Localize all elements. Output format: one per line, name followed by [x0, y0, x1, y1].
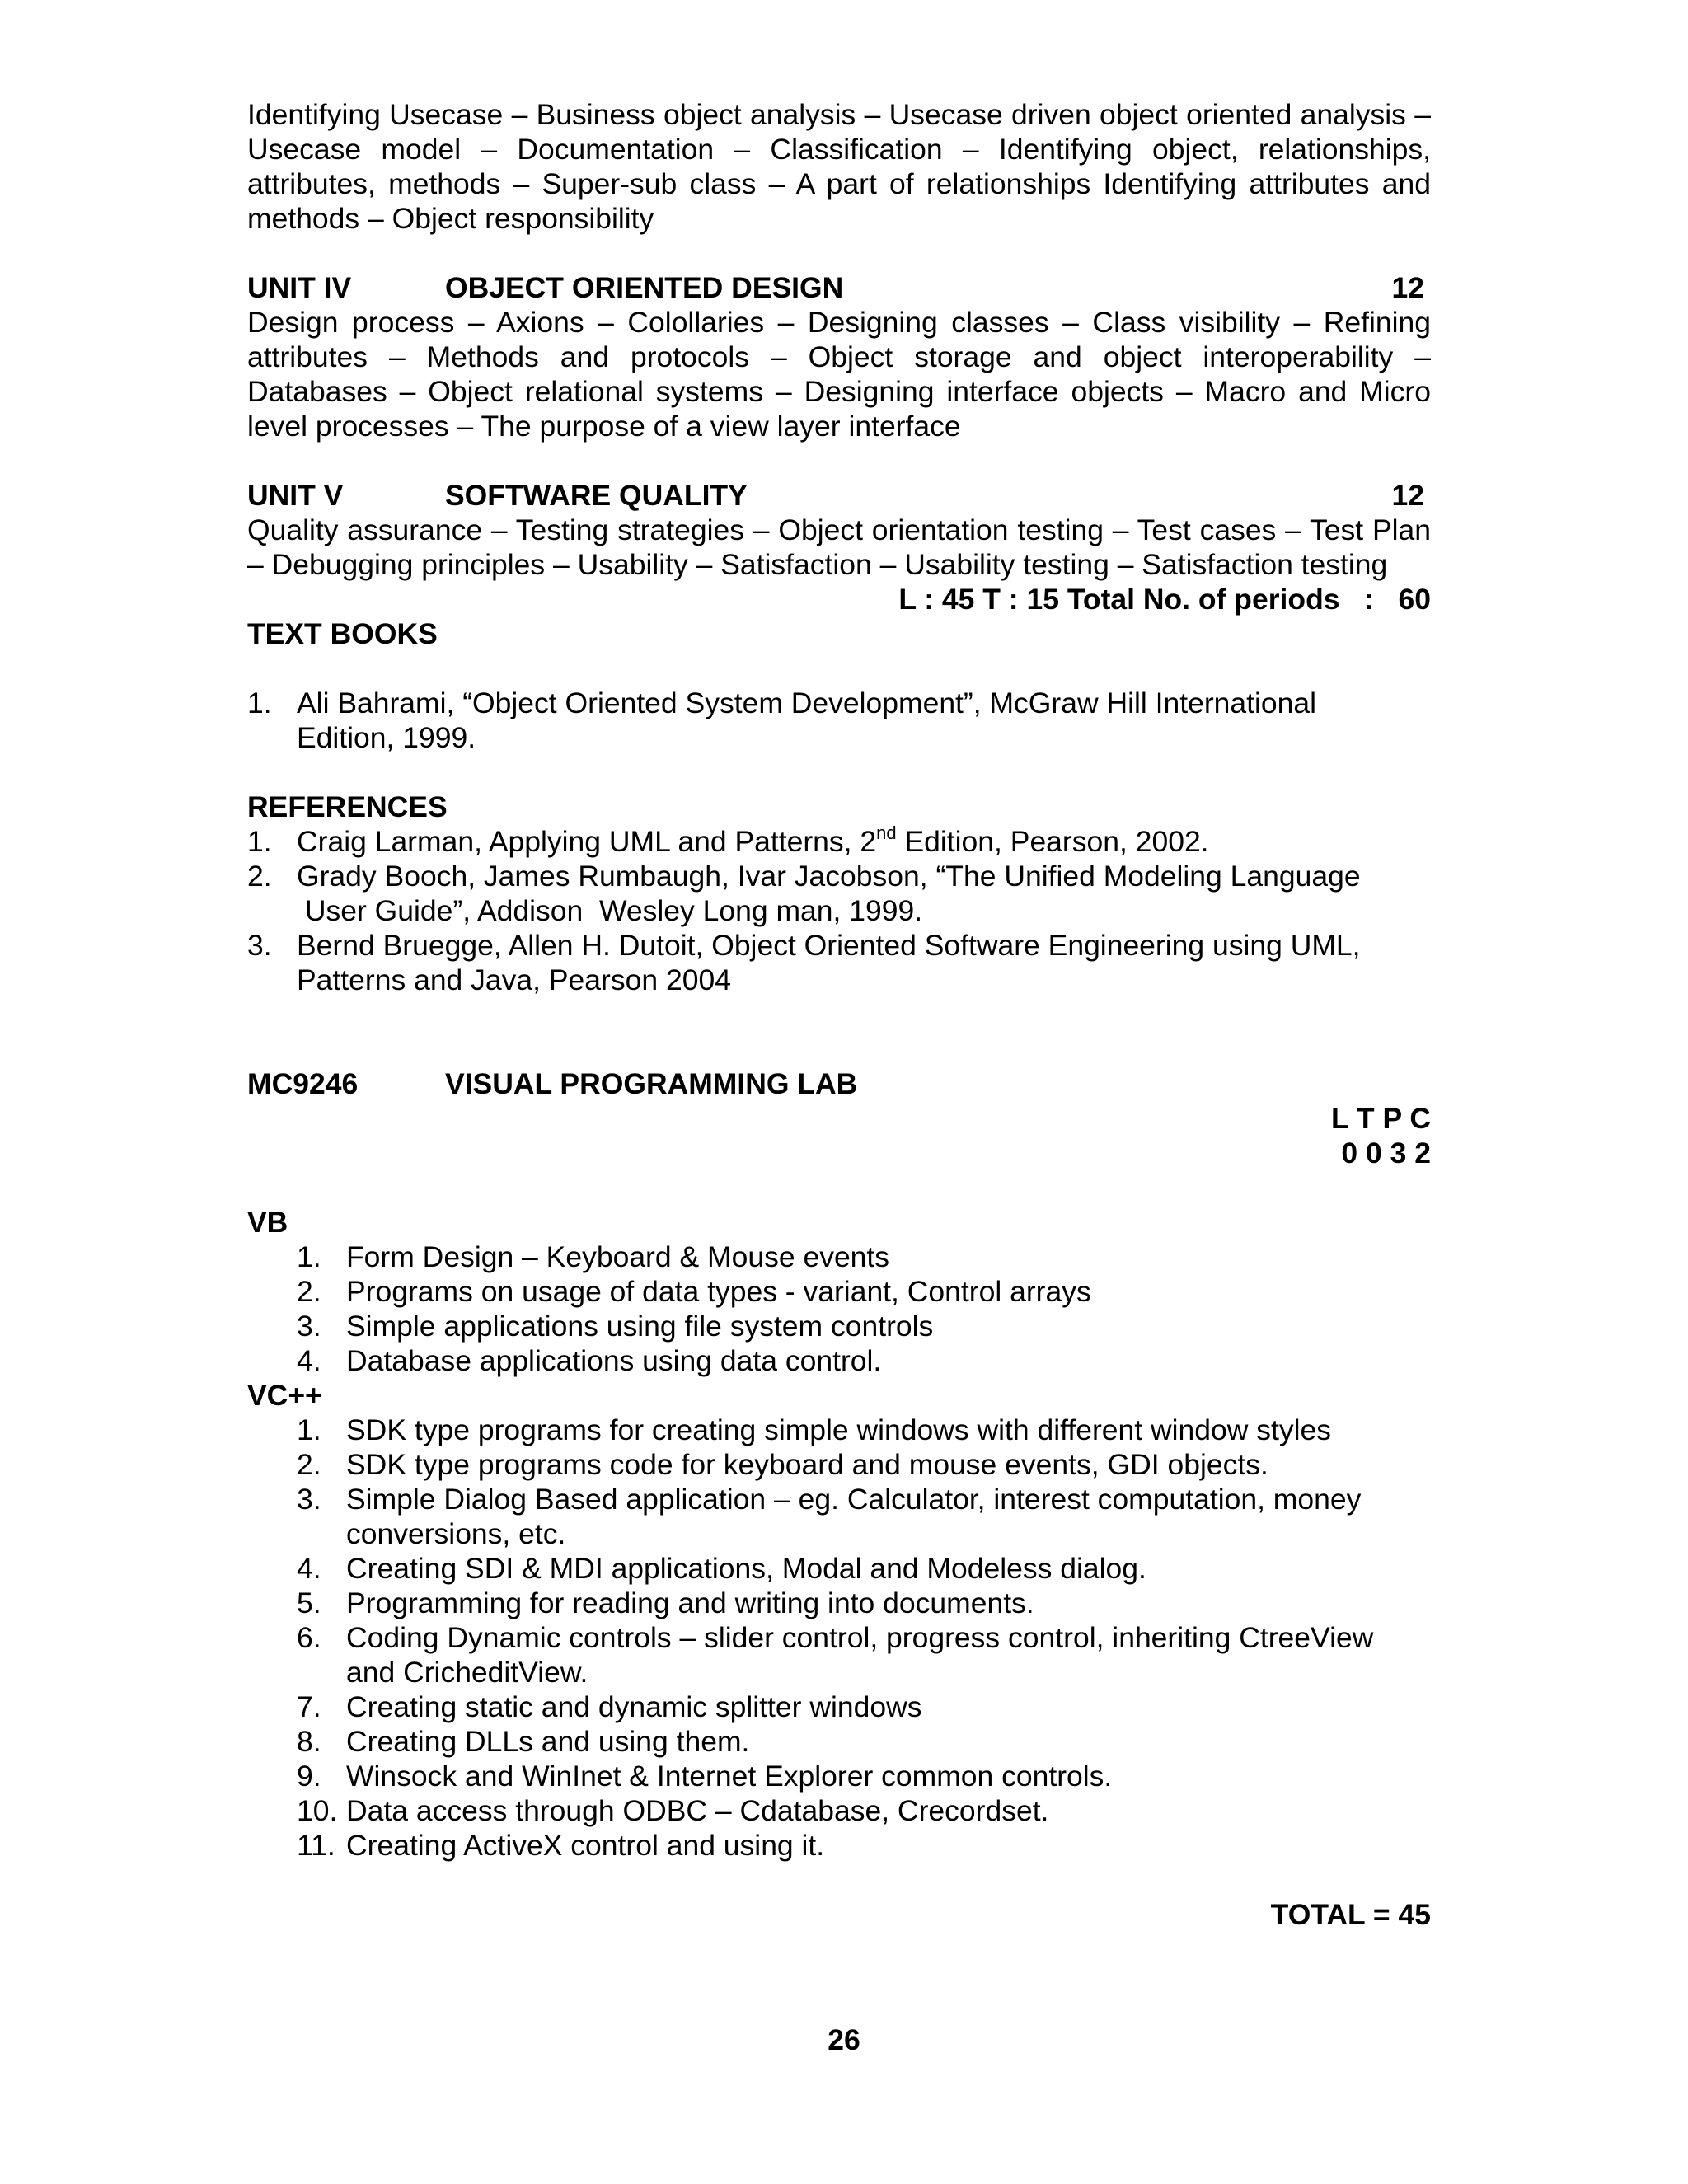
page-content — [247, 97, 1431, 1932]
vb-heading: VB — [247, 1206, 288, 1239]
list-number: 2. — [247, 860, 272, 893]
list-number: 1. — [247, 825, 272, 858]
text-books-list — [247, 686, 1431, 755]
list-item — [247, 1586, 1431, 1620]
list-item — [247, 1274, 1431, 1309]
list-number: 6. — [297, 1621, 321, 1654]
list-text: SDK type programs for creating simple windows with different window styles — [346, 1413, 1332, 1446]
ltpc-values: 0 0 3 2 — [1341, 1137, 1431, 1169]
total-hours: TOTAL = 45 — [1270, 1898, 1431, 1931]
list-item — [247, 1759, 1431, 1793]
list-item — [247, 1551, 1431, 1586]
list-number: 11. — [297, 1829, 335, 1862]
reference-line1: Grady Booch, James Rumbaugh, Ivar Jacobson, “The Unified Modeling Language — [297, 860, 1361, 893]
list-text: Creating SDI & MDI applications, Modal and Modeless dialog. — [346, 1552, 1146, 1585]
text-book-line2: Edition, 1999. — [297, 721, 476, 754]
list-item — [247, 1343, 1431, 1378]
reference-text — [297, 824, 1431, 859]
list-item — [247, 1482, 1431, 1551]
unit4-body: Design process – Axions – Colollaries – Designing classes – Class visibility – Refining attributes – Methods and protocols – Object storage and object interoperability – Databases – Object relational systems – Designing interface objects – Macro and Micro level processes – The purpose of a view layer interface — [247, 306, 1431, 443]
list-item — [247, 1240, 1431, 1274]
list-number: 7. — [297, 1690, 321, 1723]
list-number: 3. — [297, 1310, 321, 1343]
list-text: SDK type programs code for keyboard and mouse events, GDI objects. — [346, 1448, 1268, 1481]
list-item — [247, 1309, 1431, 1343]
list-number: 1. — [247, 687, 272, 719]
list-item — [247, 928, 1431, 997]
reference-line1: Bernd Bruegge, Allen H. Dutoit, Object Oriented Software Engineering using UML, — [297, 929, 1361, 962]
list-item — [247, 1620, 1431, 1690]
list-item — [247, 1690, 1431, 1724]
unit4-heading — [247, 270, 1431, 305]
references-heading: REFERENCES — [247, 790, 448, 823]
list-number: 8. — [297, 1725, 321, 1758]
list-number: 1. — [297, 1240, 321, 1273]
list-item — [247, 686, 1431, 755]
list-text-continued: conversions, etc. — [346, 1517, 566, 1550]
reference-line2: User Guide”, Addison Wesley Long man, 1999. — [297, 894, 923, 927]
reference-text-pre: Craig Larman, Applying UML and Patterns, 2 — [297, 825, 877, 858]
list-number: 1. — [297, 1413, 321, 1446]
lab-title: VISUAL PROGRAMMING LAB — [445, 1067, 858, 1100]
list-item — [247, 859, 1431, 928]
unit5-heading — [247, 478, 1431, 513]
list-number: 5. — [297, 1586, 321, 1619]
intro-paragraph: Identifying Usecase – Business object analysis – Usecase driven object oriented analysis – Usecase model – Documentation – Classification – Identifying object, relationships, attributes, methods – Super-sub class – A part of relationships Identifying attributes and methods – Object responsibility — [247, 98, 1431, 235]
page-number: 26 — [828, 2023, 860, 2056]
list-item — [247, 824, 1431, 859]
list-number: 4. — [297, 1344, 321, 1377]
unit5-body: Quality assurance – Testing strategies – Object orientation testing – Test cases – Test Plan – Debugging principles – Usability – Satisfaction – Usability testing – Satisfaction testing — [247, 513, 1431, 581]
list-number: 3. — [247, 929, 272, 962]
list-item — [247, 1724, 1431, 1759]
list-text: Form Design – Keyboard & Mouse events — [346, 1240, 890, 1273]
list-number: 2. — [297, 1275, 321, 1308]
list-text: Creating DLLs and using them. — [346, 1725, 750, 1758]
text-book-line1: Ali Bahrami, “Object Oriented System Development”, McGraw Hill International — [297, 687, 1317, 719]
list-text: Database applications using data control. — [346, 1344, 882, 1377]
list-number: 2. — [297, 1448, 321, 1481]
vc-heading: VC++ — [247, 1379, 322, 1412]
lab-code: MC9246 — [247, 1067, 359, 1100]
unit5-hours: 12 — [1391, 479, 1424, 512]
list-item — [247, 1828, 1431, 1863]
unit4-hours: 12 — [1391, 271, 1424, 304]
list-text: Data access through ODBC – Cdatabase, Crecordset. — [346, 1794, 1049, 1827]
list-text: Programs on usage of data types - variant, Control arrays — [346, 1275, 1091, 1308]
list-text: Coding Dynamic controls – slider control, progress control, inheriting CtreeView — [346, 1621, 1374, 1654]
list-number: 10. — [297, 1794, 338, 1827]
ltpc-header: L T P C — [1331, 1102, 1431, 1135]
lab-heading — [247, 1066, 1431, 1101]
unit4-code: UNIT IV — [247, 271, 352, 304]
list-number: 4. — [297, 1552, 321, 1585]
periods-line: L : 45 T : 15 Total No. of periods : 60 — [898, 583, 1431, 616]
list-number: 9. — [297, 1760, 321, 1793]
unit4-title: OBJECT ORIENTED DESIGN — [445, 271, 844, 304]
list-text: Simple Dialog Based application – eg. Calculator, interest computation, money — [346, 1483, 1362, 1516]
list-text-continued: and CricheditView. — [346, 1656, 588, 1689]
list-text: Creating ActiveX control and using it. — [346, 1829, 825, 1862]
reference-line2: Patterns and Java, Pearson 2004 — [297, 963, 731, 996]
reference-text-post: Edition, Pearson, 2002. — [896, 825, 1209, 858]
unit5-code: UNIT V — [247, 479, 344, 512]
list-item — [247, 1447, 1431, 1482]
list-item — [247, 1793, 1431, 1828]
list-number: 3. — [297, 1483, 321, 1516]
list-text: Simple applications using file system controls — [346, 1310, 934, 1343]
unit5-title: SOFTWARE QUALITY — [445, 479, 748, 512]
vc-list — [247, 1413, 1431, 1863]
text-books-heading: TEXT BOOKS — [247, 617, 438, 650]
list-item — [247, 1413, 1431, 1447]
list-text: Creating static and dynamic splitter windows — [346, 1690, 922, 1723]
vb-list — [247, 1240, 1431, 1378]
list-text: Programming for reading and writing into documents. — [346, 1586, 1034, 1619]
superscript: nd — [876, 823, 897, 844]
references-list — [247, 824, 1431, 997]
list-text: Winsock and WinInet & Internet Explorer common controls. — [346, 1760, 1113, 1793]
